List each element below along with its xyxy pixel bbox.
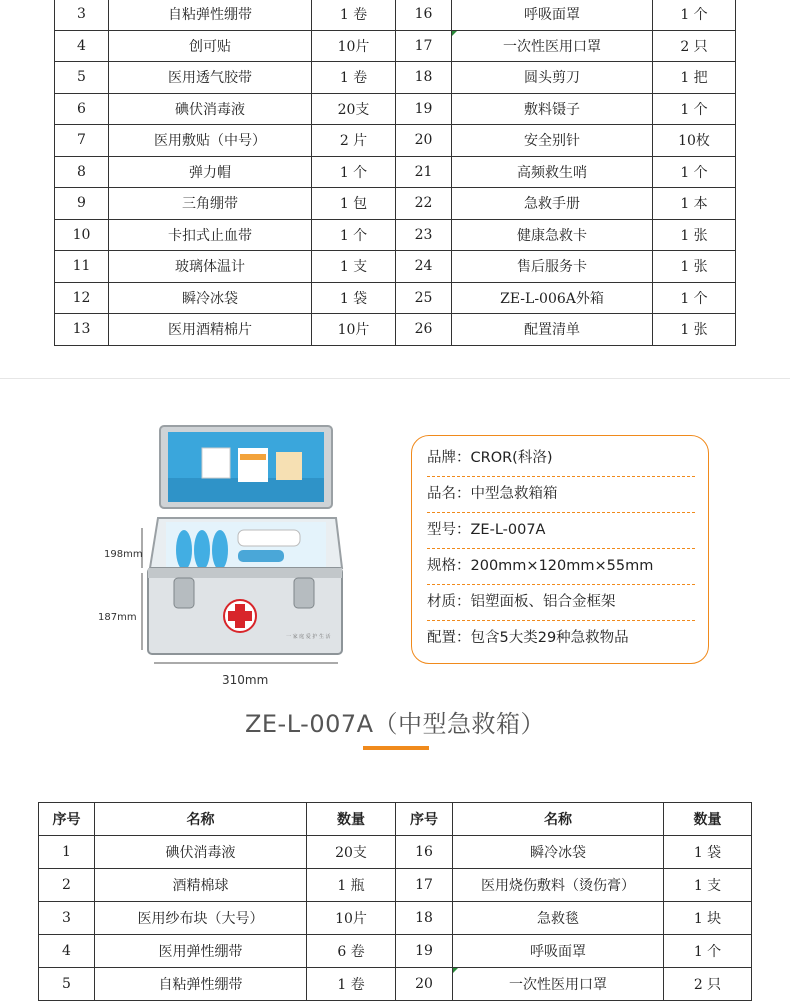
cell-name: ZE-L-006A外箱 [452,282,653,314]
cell-index: 12 [55,282,109,314]
table-row [39,869,752,902]
product-info-card [411,435,709,664]
header-index: 序号 [396,803,453,836]
cell-quantity: 10片 [312,30,396,62]
cell-quantity: 6 卷 [307,935,396,968]
cell-name: 瞬冷冰袋 [109,282,312,314]
cell-index: 3 [39,902,95,935]
cell-name: 急救手册 [452,188,653,220]
cell-name: 自粘弹性绷带 [95,968,307,1001]
cell-name: 安全别针 [452,125,653,157]
cell-index: 17 [396,30,452,62]
cell-name: 瞬冷冰袋 [453,836,664,869]
cell-index: 6 [55,93,109,125]
cell-quantity: 2 只 [653,30,736,62]
cell-index: 16 [396,836,453,869]
cell-quantity: 1 袋 [664,836,752,869]
table-row [55,156,736,188]
cell-quantity: 1 瓶 [307,869,396,902]
section-divider [0,378,790,379]
cell-index: 18 [396,62,452,94]
table-row [39,968,752,1001]
first-aid-contents-table-top [54,0,736,346]
cell-index: 23 [396,219,452,251]
cell-name: 酒精棉球 [95,869,307,902]
cell-quantity: 1 支 [664,869,752,902]
cell-name: 碘伏消毒液 [95,836,307,869]
cell-index: 2 [39,869,95,902]
cell-name: 三角绷带 [109,188,312,220]
cell-name: 售后服务卡 [452,251,653,283]
cell-index: 19 [396,93,452,125]
cell-index: 1 [39,836,95,869]
cell-index: 13 [55,314,109,346]
cell-quantity: 1 本 [653,188,736,220]
cell-index: 5 [55,62,109,94]
table-row [55,314,736,346]
cell-index: 24 [396,251,452,283]
cell-quantity: 1 把 [653,62,736,94]
cell-name: 医用酒精棉片 [109,314,312,346]
cell-quantity: 1 张 [653,251,736,283]
cell-quantity: 1 袋 [312,282,396,314]
table-row [55,93,736,125]
header-name: 名称 [95,803,307,836]
info-material: 材质：铝塑面板、铝合金框架 [427,584,695,621]
cell-quantity: 1 个 [653,0,736,30]
first-aid-contents-table [38,802,752,1001]
header-index: 序号 [39,803,95,836]
cell-name: 碘伏消毒液 [109,93,312,125]
cell-name: 创可贴 [109,30,312,62]
cell-name: 自粘弹性绷带 [109,0,312,30]
table-row [39,836,752,869]
section-heading: ZE-L-007A（中型急救箱） [244,710,546,738]
table-row [39,902,752,935]
cell-name: 健康急救卡 [452,219,653,251]
cell-quantity: 1 支 [312,251,396,283]
table-row [55,62,736,94]
cell-index: 21 [396,156,452,188]
table-row [55,0,736,30]
cell-index: 18 [396,902,453,935]
first-aid-box-illustration [98,418,358,698]
cell-index: 16 [396,0,452,30]
cell-name: 敷料镊子 [452,93,653,125]
cell-index: 11 [55,251,109,283]
cell-name: 弹力帽 [109,156,312,188]
cell-index: 19 [396,935,453,968]
info-brand: 品牌：CROR(科洛) [427,440,695,477]
cell-index: 20 [396,125,452,157]
cell-quantity: 10片 [312,314,396,346]
cell-name: 一次性医用口罩 [453,968,664,1001]
cell-index: 22 [396,188,452,220]
table-row [55,125,736,157]
cell-quantity: 1 个 [312,156,396,188]
cell-name: 高频救生哨 [452,156,653,188]
cell-index: 9 [55,188,109,220]
cell-quantity: 10枚 [653,125,736,157]
cell-quantity: 2 片 [312,125,396,157]
cell-index: 4 [55,30,109,62]
cell-quantity: 1 张 [653,219,736,251]
cell-quantity: 20支 [312,93,396,125]
dim-height-upper: 198mm [104,549,143,560]
table-row [55,282,736,314]
table-row [55,30,736,62]
cell-index: 3 [55,0,109,30]
cell-index: 20 [396,968,453,1001]
cell-quantity: 2 只 [664,968,752,1001]
dim-width: 310mm [222,673,269,687]
cell-name: 医用透气胶带 [109,62,312,94]
cell-quantity: 1 卷 [307,968,396,1001]
info-model: 型号：ZE-L-007A [427,512,695,549]
info-size: 规格：200mm×120mm×55mm [427,548,695,585]
table-row [55,188,736,220]
cell-index: 7 [55,125,109,157]
header-name: 名称 [453,803,664,836]
cell-name: 一次性医用口罩 [452,30,653,62]
table-header-row [39,803,752,836]
cell-index: 5 [39,968,95,1001]
cell-index: 10 [55,219,109,251]
cell-quantity: 1 个 [664,935,752,968]
info-config: 配置：包含5大类29种急救物品 [427,630,629,646]
cell-quantity: 1 卷 [312,62,396,94]
cell-quantity: 1 个 [653,93,736,125]
cell-quantity: 1 块 [664,902,752,935]
cell-index: 4 [39,935,95,968]
cell-name: 卡扣式止血带 [109,219,312,251]
cell-quantity: 1 卷 [312,0,396,30]
heading-underline [363,746,429,750]
cell-index: 26 [396,314,452,346]
cell-quantity: 20支 [307,836,396,869]
cell-name: 医用纱布块（大号） [95,902,307,935]
cell-quantity: 1 个 [312,219,396,251]
table-row [55,219,736,251]
cell-name: 医用烧伤敷料（烫伤膏） [453,869,664,902]
cell-quantity: 10片 [307,902,396,935]
cell-quantity: 1 个 [653,282,736,314]
info-product-name: 品名：中型急救箱箱 [427,476,695,513]
cell-name: 呼吸面罩 [452,0,653,30]
cell-name: 呼吸面罩 [453,935,664,968]
table-row [39,935,752,968]
box-slogan: 一 家 庭 爱 护 生 活 [286,634,331,640]
dim-height-lower: 187mm [98,612,137,623]
cell-name: 急救毯 [453,902,664,935]
table-row [55,251,736,283]
cell-name: 医用敷贴（中号） [109,125,312,157]
cell-quantity: 1 个 [653,156,736,188]
header-quantity: 数量 [307,803,396,836]
cell-index: 17 [396,869,453,902]
cell-index: 8 [55,156,109,188]
cell-name: 配置清单 [452,314,653,346]
header-quantity: 数量 [664,803,752,836]
cell-quantity: 1 包 [312,188,396,220]
cell-name: 圆头剪刀 [452,62,653,94]
cell-quantity: 1 张 [653,314,736,346]
cell-index: 25 [396,282,452,314]
cell-name: 玻璃体温计 [109,251,312,283]
cell-name: 医用弹性绷带 [95,935,307,968]
